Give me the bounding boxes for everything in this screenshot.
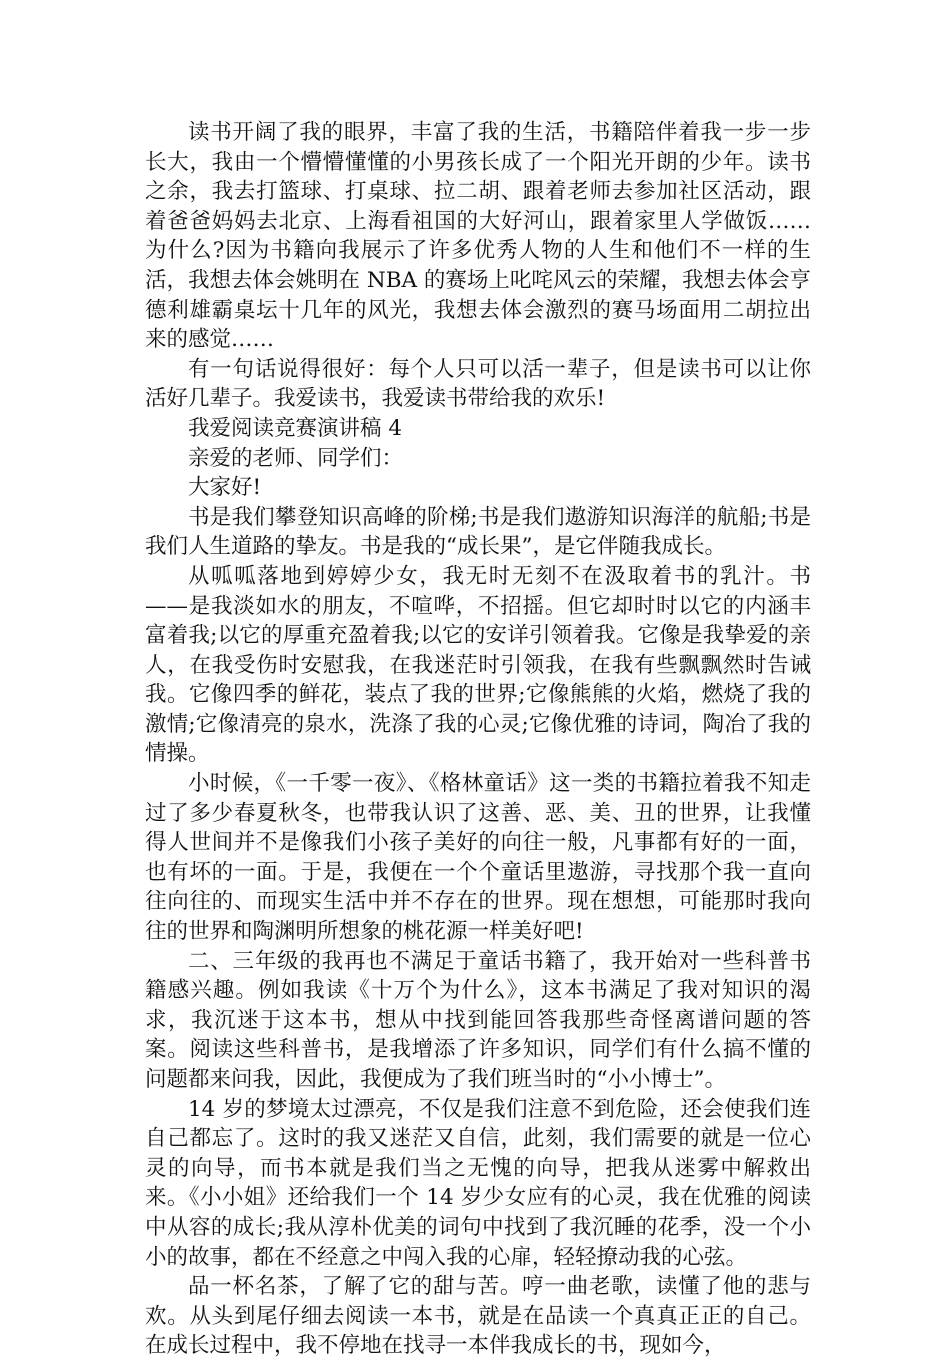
paragraph-science-books: 二、三年级的我再也不满足于童话书籍了，我开始对一些科普书籍感兴趣。例如我读《十万个为什么》，这本书满足了我对知识的渴求，我沉迷于这本书，想从中找到能回答我那些奇怪离谱问题的答案。阅读这些科普书，是我增添了许多知识，同学们有什么搞不懂的问题都来问我，因此，我便成为了我们班当时的“小小博士”。: [145, 948, 811, 1092]
document-page: [145, 118, 811, 1361]
paragraph-childhood: 从呱呱落地到婷婷少女，我无时无刻不在汲取着书的乳汁。书——是我淡如水的朋友，不喧哗，不招摇。但它却时时以它的内涵丰富着我;以它的厚重充盈着我;以它的安详引领着我。它像是我挚爱的亲人，在我受伤时安慰我，在我迷茫时引领我，在我有些飘飘然时告诫我。它像四季的鲜花，装点了我的世界;它像熊熊的火焰，燃烧了我的激情;它像清亮的泉水，洗涤了我的心灵;它像优雅的诗词，陶冶了我的情操。: [145, 563, 811, 767]
greeting: 大家好!: [188, 475, 262, 501]
paragraph-quote: 有一句话说得很好：每个人只可以活一辈子，但是读书可以让你活好几辈子。我爱读书，我爱读书带给我的欢乐!: [145, 356, 811, 412]
paragraph-age-fourteen: 14 岁的梦境太过漂亮，不仅是我们注意不到危险，还会使我们连自己都忘了。这时的我又迷茫又自信，此刻，我们需要的就是一位心灵的向导，而书本就是我们当之无愧的向导，把我从迷雾中解救出来。《小小姐》还给我们一个 14 岁少女应有的心灵，我在优雅的阅读中从容的成长;我从淳朴优美的词句中找到了我沉睡的花季，没一个小小的故事，都在不经意之中闯入我的心扉，轻轻撩动我的心弦。: [145, 1096, 811, 1270]
speech-title: 我爱阅读竞赛演讲稿 4: [188, 415, 403, 441]
salutation: 亲爱的老师、同学们：: [188, 445, 404, 471]
paragraph-books-are: 书是我们攀登知识高峰的阶梯;书是我们遨游知识海洋的航船;书是我们人生道路的挚友。书是我的“成长果”，是它伴随我成长。: [145, 504, 811, 560]
paragraph-tea: 品一杯名茶，了解了它的甜与苦。哼一曲老歌，读懂了他的悲与欢。从头到尾仔细去阅读一本书，就是在品读一个真真正正的自己。在成长过程中，我不停地在找寻一本伴我成长的书，现如今，: [145, 1274, 811, 1359]
paragraph-reading-benefits: 读书开阔了我的眼界，丰富了我的生活，书籍陪伴着我一步一步长大，我由一个懵懵懂懂的小男孩长成了一个阳光开朗的少年。读书之余，我去打篮球、打桌球、拉二胡、跟着老师去参加社区活动，跟着爸爸妈妈去北京、上海看祖国的大好河山，跟着家里人学做饭……为什么?因为书籍向我展示了许多优秀人物的人生和他们不一样的生活，我想去体会姚明在 NBA 的赛场上叱咤风云的荣耀，我想去体会亨德利雄霸桌坛十几年的风光，我想去体会激烈的赛马场面用二胡拉出来的感觉……: [145, 120, 811, 353]
paragraph-fairy-tales: 小时候，《一千零一夜》、《格林童话》这一类的书籍拉着我不知走过了多少春夏秋冬，也带我认识了这善、恶、美、丑的世界，让我懂得人世间并不是像我们小孩子美好的向往一般，凡事都有好的一面，也有坏的一面。于是，我便在一个个童话里遨游，寻找那个我一直向往向往的、而现实生活中并不存在的世界。现在想想，可能那时我向往的世界和陶渊明所想象的桃花源一样美好吧!: [145, 771, 811, 945]
